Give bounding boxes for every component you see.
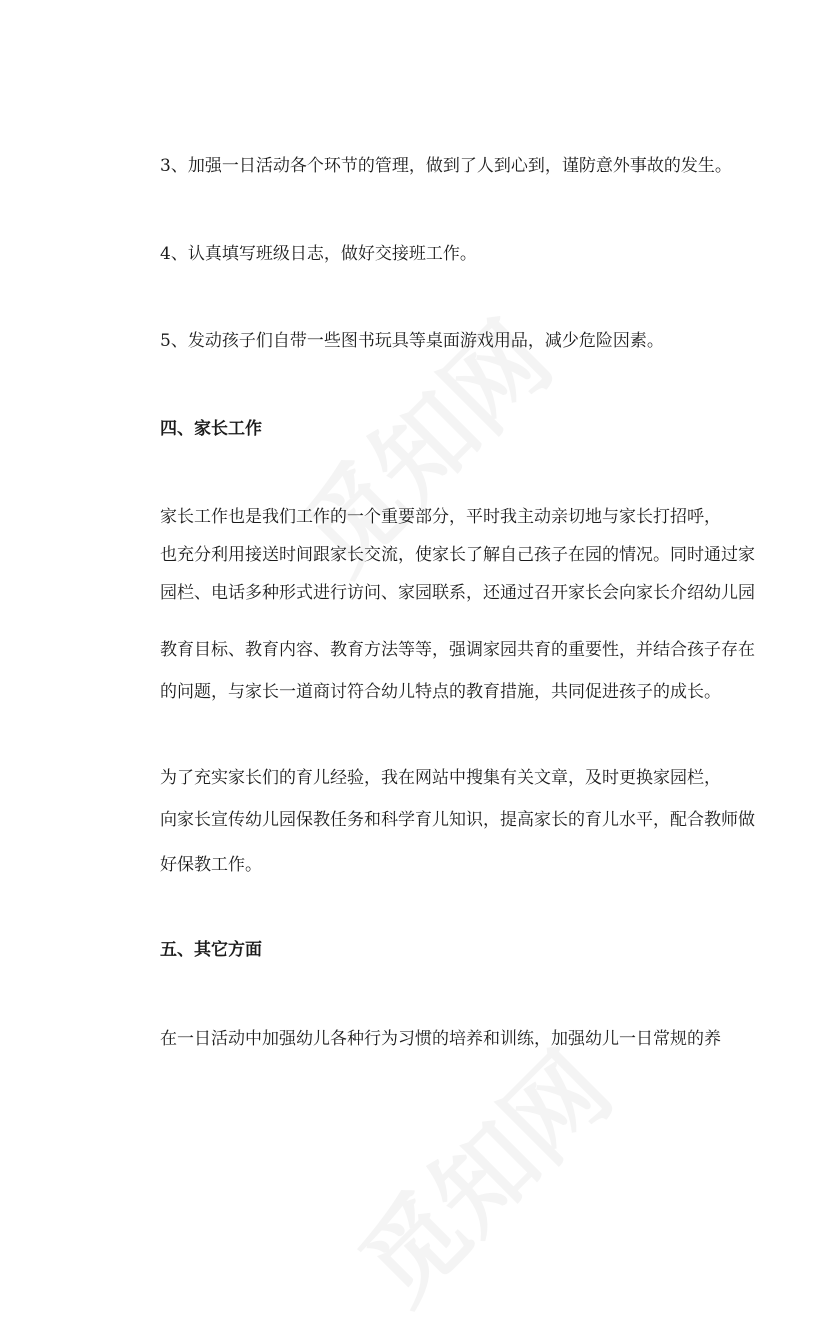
section-heading-parent-work: 四、家长工作 (160, 419, 262, 439)
list-item-4: 4、认真填写班级日志，做好交接班工作。 (160, 244, 477, 264)
paragraph-line: 在一日活动中加强幼儿各种行为习惯的培养和训练，加强幼儿一日常规的养 (160, 1029, 721, 1049)
paragraph-line: 为了充实家长们的育儿经验，我在网站中搜集有关文章，及时更换家园栏， (160, 768, 721, 788)
section-heading-other: 五、其它方面 (160, 940, 262, 960)
paragraph-line: 也充分利用接送时间跟家长交流，使家长了解自己孩子在园的情况。同时通过家 (160, 545, 755, 565)
watermark-bottom (323, 1015, 637, 1329)
paragraph-line: 园栏、电话多种形式进行访问、家园联系，还通过召开家长会向家长介绍幼儿园 (160, 583, 755, 603)
paragraph-line: 向家长宣传幼儿园保教任务和科学育儿知识，提高家长的育儿水平，配合教师做 (160, 810, 755, 830)
paragraph-line: 的问题，与家长一道商讨符合幼儿特点的教育措施，共同促进孩子的成长。 (160, 682, 721, 702)
list-item-5: 5、发动孩子们自带一些图书玩具等桌面游戏用品，减少危险因素。 (160, 331, 664, 351)
paragraph-line: 教育目标、教育内容、教育方法等等，强调家园共育的重要性，并结合孩子存在 (160, 640, 755, 660)
paragraph-line: 家长工作也是我们工作的一个重要部分，平时我主动亲切地与家长打招呼， (160, 507, 721, 527)
paragraph-line: 好保教工作。 (160, 855, 262, 875)
list-item-3: 3、加强一日活动各个环节的管理，做到了人到心到，谨防意外事故的发生。 (160, 156, 732, 176)
